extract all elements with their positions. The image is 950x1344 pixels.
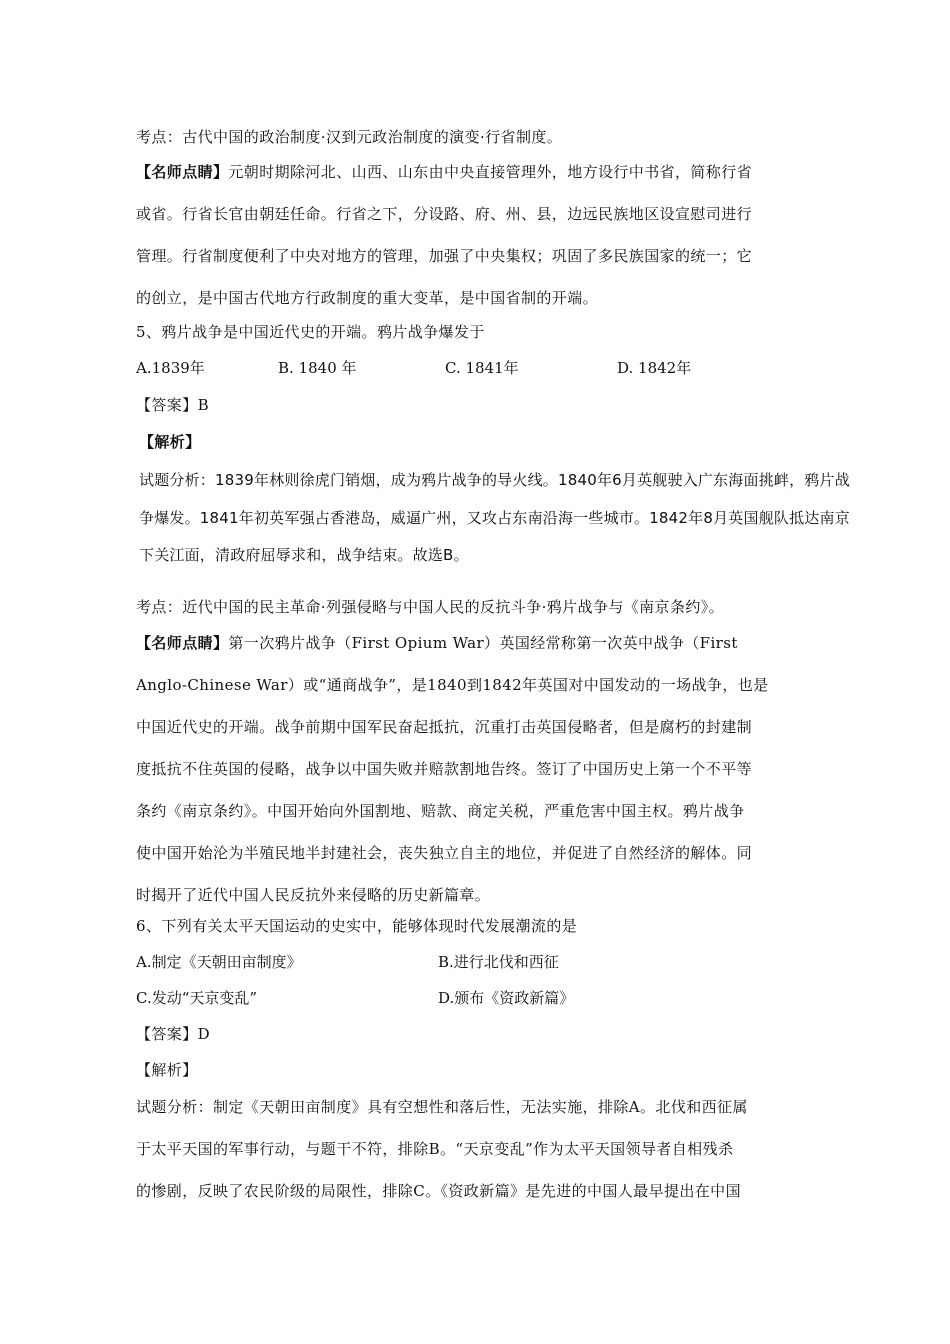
q5-dianjing-line: 时揭开了近代中国人民反抗外来侵略的历史新篇章。 [136, 886, 491, 904]
q5-analysis-line: 争爆发。1841年初英军强占香港岛，威逼广州，又攻占东南沿海一些城市。1842年8月英国舰队抵达南京 [139, 509, 850, 527]
q6-analysis-line: 试题分析：制定《天朝田亩制度》具有空想性和落后性，无法实施，排除A。北伐和西征属 [136, 1098, 748, 1116]
q5-kaodian: 考点：近代中国的民主革命·列强侵略与中国人民的反抗斗争·鸦片战争与《南京条约》。 [136, 598, 725, 616]
dianjing-text: 元朝时期除河北、山西、山东由中央直接管理外，地方设行中书省，简称行省 [228, 163, 753, 181]
q6-option-c: C.发动“天京变乱” [136, 989, 258, 1007]
q6-analysis-line: 于太平天国的军事行动，与题干不符，排除B。“天京变乱”作为太平天国领导者自相残杀 [136, 1140, 734, 1158]
q5-option-d: D. 1842年 [617, 359, 692, 377]
dianjing-line: 管理。行省制度便利了中央对地方的管理，加强了中央集权；巩固了多民族国家的统一；它 [136, 247, 753, 265]
q5-dianjing-line: 中国近代史的开端。战争前期中国军民奋起抵抗，沉重打击英国侵略者，但是腐朽的封建制 [136, 718, 753, 736]
q6-jiexi-label: 【解析】 [136, 1061, 198, 1079]
kaodian-line: 考点：古代中国的政治制度·汉到元政治制度的演变·行省制度。 [136, 128, 563, 146]
q6-option-a: A.制定《天朝田亩制度》 [136, 953, 302, 971]
q5-dianjing-line: 使中国开始沦为半殖民地半封建社会，丧失独立自主的地位，并促进了自然经济的解体。同 [136, 844, 753, 862]
q5-dianjing-line: Anglo-Chinese War）或“通商战争”，是1840到1842年英国对中国发动的一场战争，也是 [136, 676, 769, 694]
q5-answer: 【答案】B [136, 396, 210, 414]
dianjing-label: 【名师点睛】 [136, 634, 229, 652]
dianjing-label: 【名师点睛】 [136, 163, 229, 181]
q6-option-d: D.颁布《资政新篇》 [438, 989, 575, 1007]
q5-option-b: B. 1840 年 [278, 359, 357, 377]
q5-option-c: C. 1841年 [445, 359, 519, 377]
q5-analysis-line: 下关江面，清政府屈辱求和，战争结束。故选B。 [139, 546, 469, 564]
dianjing-line: 或省。行省长官由朝廷任命。行省之下，分设路、府、州、县，边远民族地区设宣慰司进行 [136, 205, 753, 223]
q5-dianjing-line: 度抵抗不住英国的侵略，战争以中国失败并赔款割地告终。签订了中国历史上第一个不平等 [136, 760, 753, 778]
q5-dianjing-line [136, 633, 738, 653]
q5-jiexi-label: 【解析】 [139, 433, 201, 451]
dianjing-line: 的创立，是中国古代地方行政制度的重大变革，是中国省制的开端。 [136, 289, 599, 307]
q6-option-b: B.进行北伐和西征 [438, 953, 559, 971]
q6-analysis-line: 的惨剧，反映了农民阶级的局限性，排除C。《资政新篇》是先进的中国人最早提出在中国 [136, 1182, 741, 1200]
question-5-stem: 5、鸦片战争是中国近代史的开端。鸦片战争爆发于 [136, 323, 485, 341]
q6-answer: 【答案】D [136, 1025, 211, 1043]
q5-option-a: A.1839年 [136, 359, 205, 377]
question-6-stem: 6、下列有关太平天国运动的史实中，能够体现时代发展潮流的是 [136, 917, 578, 935]
dianjing-line [136, 162, 752, 182]
q5-analysis-line: 试题分析：1839年林则徐虎门销烟，成为鸦片战争的导火线。1840年6月英舰驶入广东海面挑衅，鸦片战 [139, 471, 850, 489]
q5-dianjing-line: 条约《南京条约》。中国开始向外国割地、赔款、商定关税，严重危害中国主权。鸦片战争 [136, 802, 745, 820]
dianjing-text: 第一次鸦片战争（First Opium War）英国经常称第一次英中战争（First [228, 634, 738, 652]
